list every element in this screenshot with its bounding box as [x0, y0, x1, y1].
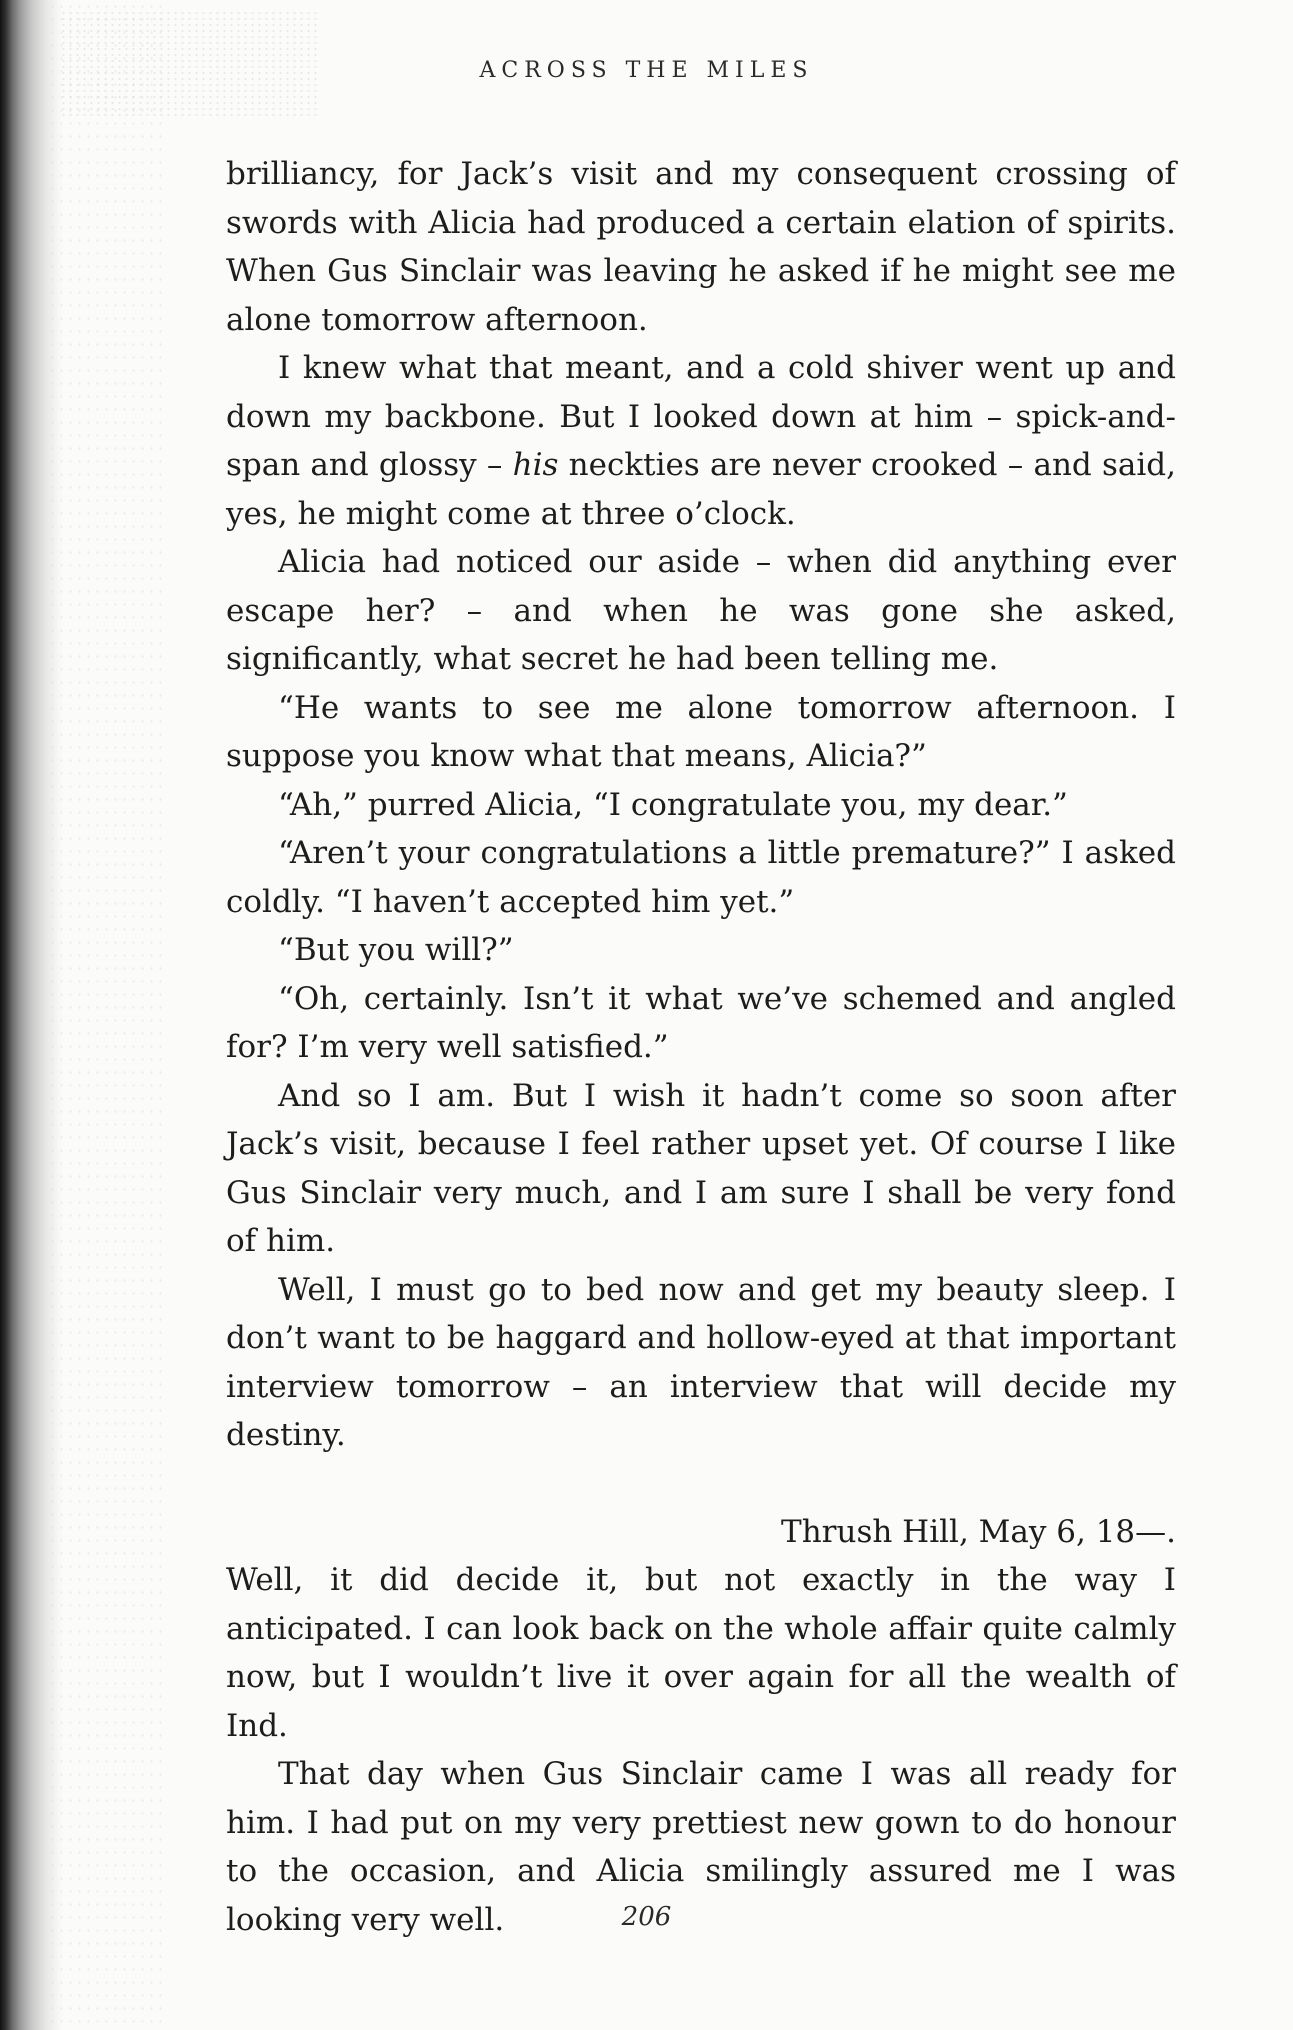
- dateline: Thrush Hill, May 6, 18—.: [781, 1513, 1176, 1550]
- emphasis: his: [512, 447, 559, 483]
- paragraph: Well, it did decide it, but not exactly in the way I anticipated. I can look back on the whole affair quite calmly now, but I wouldn’t live it over again for all the wealth of Ind.: [226, 1562, 1176, 1744]
- paragraph: “Oh, certainly. Isn’t it what we’ve schemed and angled for? I’m very well satisfied.”: [226, 980, 1176, 1065]
- paragraph: That day when Gus Sinclair came I was all ready for him. I had put on my very prettiest new gown to do honour to the occasion, and Alicia smilingly assured me I was looking very well.: [226, 1756, 1176, 1938]
- paragraph: I knew what that meant, and a cold shiver went up and down my backbone. But I looked down at him – spick-and-span and glossy – his neckties are never crooked – and said, yes, he might come at three o’clock.: [226, 350, 1176, 532]
- paragraph: “Ah,” purred Alicia, “I congratulate you, my dear.”: [278, 786, 1068, 823]
- paragraph: “But you will?”: [278, 932, 514, 968]
- body-text: [226, 150, 1176, 1944]
- page-number: 206: [621, 1902, 672, 1932]
- paragraph: And so I am. But I wish it hadn’t come so soon after Jack’s visit, because I feel rather upset yet. Of course I like Gus Sinclair very much, and I am sure I shall be very fond of him.: [226, 1077, 1176, 1259]
- paragraph: “Aren’t your congratulations a little premature?” I asked coldly. “I haven’t accepted him yet.”: [226, 835, 1176, 920]
- paragraph: brilliancy, for Jack’s visit and my consequent crossing of swords with Alicia had produced a certain elation of spirits. When Gus Sinclair was leaving he asked if he might see me alone tomorrow afternoon.: [226, 156, 1176, 338]
- running-head: ACROSS THE MILES: [479, 58, 814, 83]
- scan-noise: [48, 0, 168, 2030]
- paragraph: Alicia had noticed our aside – when did anything ever escape her? – and when he was gone she asked, significantly, what secret he had been telling me.: [226, 544, 1176, 677]
- paragraph: Well, I must go to bed now and get my beauty sleep. I don’t want to be haggard and hollow-eyed at that important interview tomorrow – an interview that will decide my destiny.: [226, 1271, 1176, 1453]
- paragraph: “He wants to see me alone tomorrow afternoon. I suppose you know what that means, Alicia?”: [226, 689, 1176, 774]
